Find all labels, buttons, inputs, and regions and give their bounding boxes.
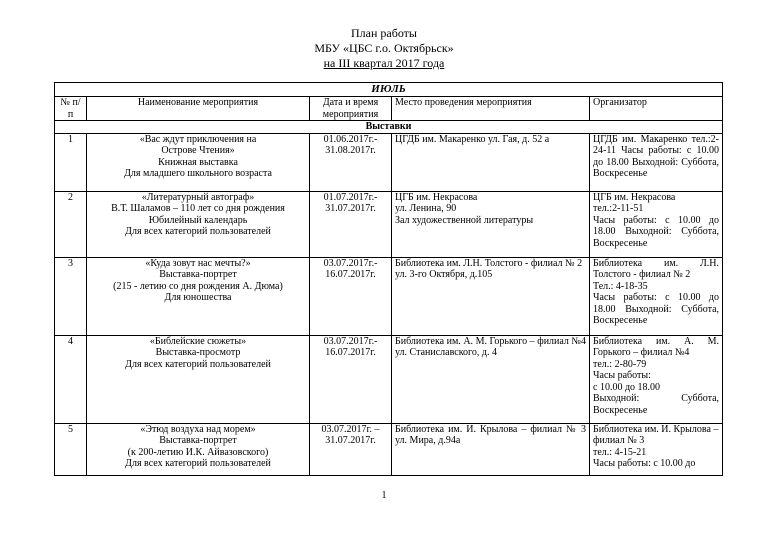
section-label: Выставки	[55, 121, 723, 134]
column-header-name: Наименование мероприятия	[87, 97, 310, 121]
cell-date-line: 01.06.2017г.-	[323, 133, 378, 145]
document-header	[0, 26, 768, 71]
cell-num: 5	[55, 423, 87, 475]
cell-name-line: В.Т. Шаламов – 110 лет со дня рождения	[111, 203, 285, 214]
cell-name-line: Выставка-портрет	[159, 435, 237, 446]
cell-place-line: Зал художественной литературы	[395, 214, 534, 226]
cell-organizer-line: ЦГБ им. Некрасова	[593, 191, 676, 203]
cell-place-line: Библиотека им. Л.Н. Толстого - филиал № 2	[395, 257, 583, 269]
cell-date-line: 03.07.2017г.-	[323, 335, 378, 347]
cell-organizer-line: Библиотека им. А. М. Горького – филиал №4	[593, 335, 720, 358]
cell-num: 4	[55, 335, 87, 423]
cell-num: 3	[55, 257, 87, 335]
cell-place-line: ул. Ленина, 90	[395, 203, 457, 214]
cell-name-line: (к 200-летию И.К. Айвазовского)	[127, 446, 269, 458]
cell-name	[87, 335, 310, 423]
header-organization: МБУ «ЦБС г.о. Октябрьск»	[314, 41, 454, 55]
cell-date	[310, 191, 392, 257]
cell-place	[392, 257, 590, 335]
cell-organizer	[590, 257, 723, 335]
cell-name-line: Для всех категорий пользователей	[125, 458, 271, 469]
header-period: на III квартал 2017 года	[323, 56, 445, 70]
cell-organizer-line: тел.: 4-15-21	[593, 446, 647, 458]
cell-place	[392, 133, 590, 191]
cell-organizer-line: тел.: 2-80-79	[593, 358, 647, 370]
column-header-num: № п/п	[55, 97, 87, 121]
table-row	[55, 133, 723, 191]
cell-place-line: ул. 3-го Октября, д.105	[395, 269, 493, 280]
cell-place-line: ЦГБ им. Некрасова	[395, 191, 478, 203]
cell-date-line: 01.07.2017г.-	[323, 191, 378, 203]
cell-date	[310, 335, 392, 423]
column-header-date: Дата и время мероприятия	[310, 97, 392, 121]
cell-date-line: 03.07.2017г.-	[323, 257, 378, 269]
cell-organizer-line: с 10.00 до 18.00	[593, 381, 661, 393]
cell-date-line: 31.07.2017г.	[325, 435, 376, 446]
cell-place-line: Библиотека им. А. М. Горького – филиал №4 ул. Станиславского, д. 4	[395, 335, 586, 358]
cell-date-line: 31.07.2017г.	[325, 203, 376, 214]
cell-name-line: Для всех категорий пользователей	[125, 226, 271, 237]
cell-organizer-line: тел.:2-11-51	[593, 203, 644, 214]
header-title: План работы	[351, 26, 417, 40]
month-row	[55, 83, 723, 97]
cell-num: 1	[55, 133, 87, 191]
cell-organizer-line: ЦГДБ им. Макаренко тел.:2-24-11 Часы работы: с 10.00 до 18.00 Выходной: Суббота, Воскресенье	[593, 133, 720, 179]
cell-name-line: Острове Чтения»	[161, 145, 235, 156]
column-header-place: Место проведения мероприятия	[392, 97, 590, 121]
cell-date	[310, 257, 392, 335]
cell-name-line: Книжная выставка	[158, 156, 238, 168]
cell-name-line: «Куда зовут нас мечты?»	[145, 257, 251, 269]
cell-name-line: Выставка-портрет	[159, 269, 237, 280]
cell-name-line: Для младшего школьного возраста	[124, 168, 272, 179]
cell-name	[87, 133, 310, 191]
table-row	[55, 191, 723, 257]
cell-place-line: Библиотека им. И. Крылова – филиал № 3 ул. Мира, д.94а	[395, 423, 586, 446]
table-row	[55, 423, 723, 475]
cell-place	[392, 335, 590, 423]
cell-organizer	[590, 133, 723, 191]
cell-organizer-line: Часы работы: с 10.00 до	[593, 458, 696, 469]
cell-name-line: «Этюд воздуха над морем»	[140, 423, 256, 435]
cell-date	[310, 133, 392, 191]
cell-organizer-line: Часы работы: с 10.00 до 18.00 Выходной: Суббота, Воскресенье	[593, 292, 720, 326]
column-header-organizer: Организатор	[590, 97, 723, 121]
cell-name-line: Для всех категорий пользователей	[125, 358, 271, 370]
column-header-row	[55, 97, 723, 121]
cell-place	[392, 423, 590, 475]
cell-name	[87, 191, 310, 257]
cell-name	[87, 423, 310, 475]
cell-name-line: «Литературный автограф»	[141, 191, 255, 203]
cell-place	[392, 191, 590, 257]
cell-date-line: 31.08.2017г.	[325, 145, 376, 156]
page-number: 1	[381, 490, 387, 501]
cell-name-line: (215 - летию со дня рождения А. Дюма)	[113, 280, 283, 292]
cell-num: 2	[55, 191, 87, 257]
cell-organizer-line: Библиотека им. Л.Н. Толстого - филиал № 2	[593, 257, 720, 280]
cell-date-line: 03.07.2017г. –	[321, 423, 380, 435]
cell-name-line: «Вас ждут приключения на	[139, 133, 257, 145]
section-row	[55, 121, 723, 134]
cell-name	[87, 257, 310, 335]
cell-organizer-line: Тел.: 4-18-35	[593, 280, 648, 292]
cell-organizer	[590, 191, 723, 257]
cell-organizer	[590, 335, 723, 423]
cell-organizer	[590, 423, 723, 475]
cell-date	[310, 423, 392, 475]
cell-date-line: 16.07.2017г.	[325, 347, 376, 358]
table-row	[55, 335, 723, 423]
cell-name-line: Выставка-просмотр	[155, 347, 241, 358]
events-table	[54, 82, 723, 476]
table-row	[55, 257, 723, 335]
cell-place-line: ЦГДБ им. Макаренко ул. Гая, д. 52 а	[395, 133, 550, 145]
cell-organizer-line: Часы работы:	[593, 370, 651, 381]
cell-name-line: Для юношества	[164, 292, 232, 303]
cell-organizer-line: Библиотека им. И. Крылова – филиал № 3	[593, 423, 719, 446]
month-label: ИЮЛЬ	[55, 83, 723, 97]
cell-name-line: Юбилейный календарь	[148, 214, 248, 226]
cell-date-line: 16.07.2017г.	[325, 269, 376, 280]
cell-organizer-line: Выходной: Суббота, Воскресенье	[593, 393, 720, 416]
cell-organizer-line: Часы работы: с 10.00 до 18.00 Выходной: Суббота, Воскресенье	[593, 214, 720, 249]
cell-name-line: «Библейские сюжеты»	[149, 335, 247, 347]
